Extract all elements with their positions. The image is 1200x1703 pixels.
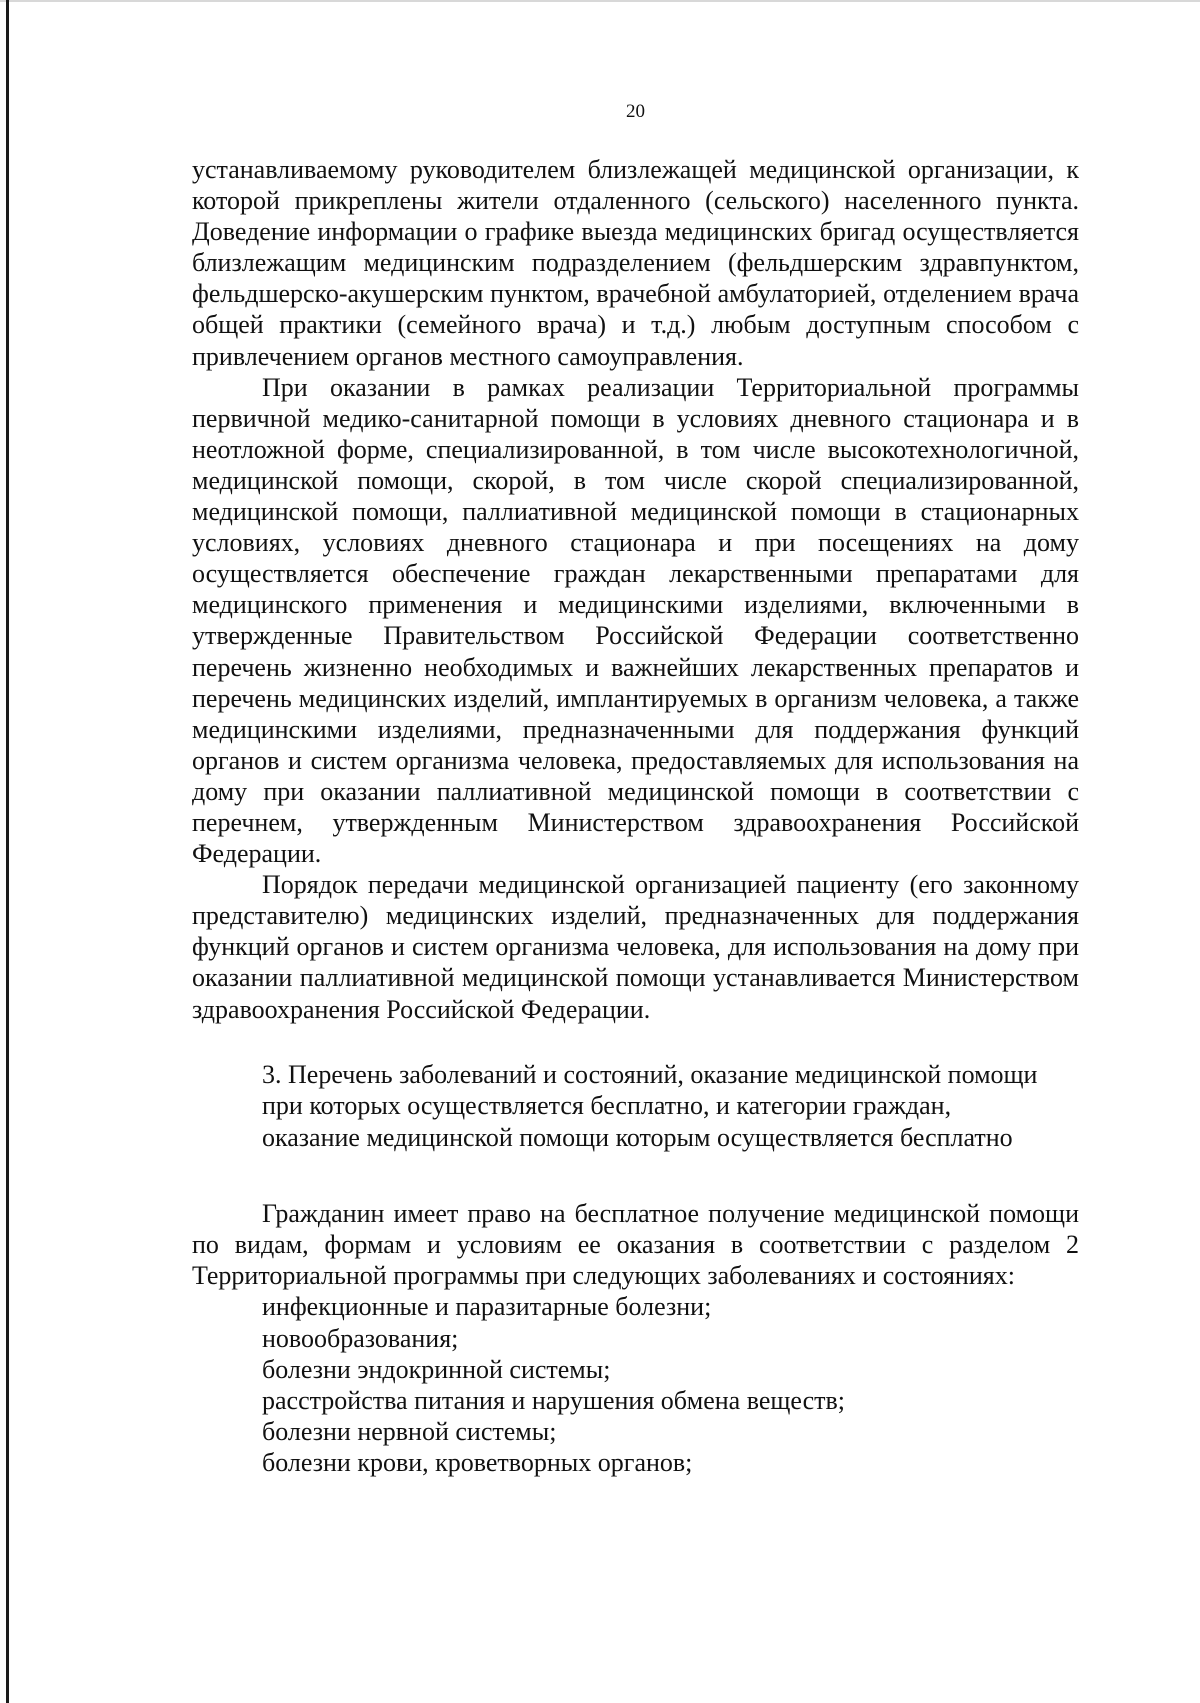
page-number: 20 xyxy=(626,101,645,122)
list-item: болезни нервной системы; xyxy=(262,1416,557,1446)
list-item: болезни эндокринной системы; xyxy=(262,1354,611,1384)
list-item: болезни крови, кроветворных органов; xyxy=(262,1447,693,1477)
list-item: расстройства питания и нарушения обмена веществ; xyxy=(262,1385,845,1415)
paragraph-3: Порядок передачи медицинской организацией пациенту (его законному представителю) медицинских изделий, предназначенных для поддержания функций органов и систем организма человека, для использования на дому при оказании паллиативной медицинской помощи устанавливается Министерством здравоохранения Российской Федерации. xyxy=(192,870,1079,1024)
section-heading-line-2: при которых осуществляется бесплатно, и категории граждан, xyxy=(262,1091,952,1121)
list-item: новообразования; xyxy=(262,1323,459,1353)
scan-top-edge xyxy=(0,0,1200,2)
section-heading-line-1: 3. Перечень заболеваний и состояний, оказание медицинской помощи xyxy=(262,1059,1038,1089)
section-heading-line-3: оказание медицинской помощи которым осуществляется бесплатно xyxy=(262,1122,1013,1152)
section-heading xyxy=(192,1059,1079,1154)
list-item: инфекционные и паразитарные болезни; xyxy=(262,1292,712,1322)
document-page xyxy=(192,100,1079,1478)
scan-left-edge xyxy=(6,0,9,1703)
paragraph-2: При оказании в рамках реализации Территориальной программы первичной медико-санитарной помощи в условиях дневного стационара и в неотложной форме, специализированной, в том числе высокотехнологичной, медицинской помощи, скорой, в том числе скорой специализированной, медицинской помощи, паллиативной медицинской помощи в стационарных условиях, условиях дневного стационара и при посещениях на дому осуществляется обеспечение граждан лекарственными препаратами для медицинского применения и медицинскими изделиями, включенными в утвержденные Правительством Российской Федерации соответственно перечень жизненно необходимых и важнейших лекарственных препаратов и перечень медицинских изделий, имплантируемых в организм человека, а также медицинскими изделиями, предназначенными для поддержания функций органов и систем организма человека, предоставляемых для использования на дому при оказании паллиативной медицинской помощи в соответствии с перечнем, утвержденным Министерством здравоохранения Российской Федерации. xyxy=(192,372,1079,869)
conditions-list xyxy=(192,1291,1079,1478)
intro-paragraph: Гражданин имеет право на бесплатное получение медицинской помощи по видам, формам и условиям ее оказания в соответствии с разделом 2 Территориальной программы при следующих заболеваниях и состояниях: xyxy=(192,1199,1079,1291)
paragraph-1: устанавливаемому руководителем близлежащей медицинской организации, к которой прикреплены жители отдаленного (сельского) населенного пункта. Доведение информации о графике выезда медицинских бригад осуществляется близлежащим медицинским подразделением (фельдшерским здравпунктом, фельдшерско-акушерским пунктом, врачебной амбулаторией, отделением врача общей практики (семейного врача) и т.д.) любым доступным способом с привлечением органов местного самоуправления. xyxy=(192,155,1079,371)
